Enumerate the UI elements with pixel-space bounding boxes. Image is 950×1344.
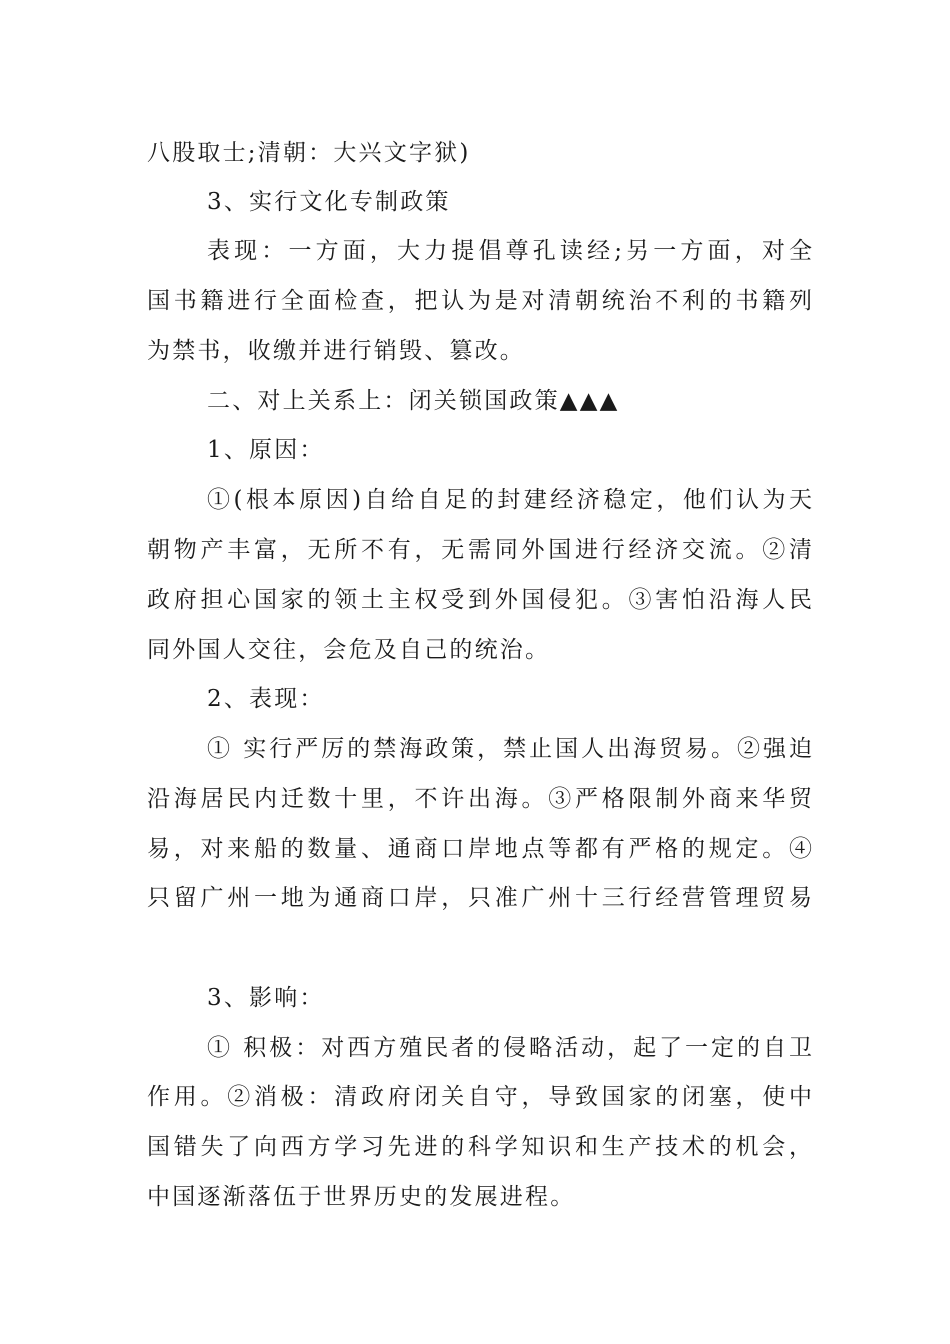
text-line: 沿海居民内迁数十里，不许出海。③严格限制外商来华贸	[147, 786, 812, 812]
section-heading: 二、对上关系上：闭关锁国政策▲▲▲	[207, 388, 620, 414]
section-heading: 1、原因：	[207, 437, 325, 463]
text-line: 表现：一方面，大力提倡尊孔读经;另一方面，对全	[207, 238, 812, 264]
text-line: 中国逐渐落伍于世界历史的发展进程。	[147, 1184, 576, 1210]
text-line: ①(根本原因)自给自足的封建经济稳定，他们认为天	[207, 487, 812, 513]
section-heading: 3、影响：	[207, 985, 325, 1011]
text-line: ① 实行严厉的禁海政策，禁止国人出海贸易。②强迫	[207, 736, 812, 762]
text-line: 只留广州一地为通商口岸，只准广州十三行经营管理贸易	[147, 885, 812, 911]
text-line: 为禁书，收缴并进行销毁、篡改。	[147, 338, 525, 364]
section-heading: 2、表现：	[207, 686, 325, 712]
text-line: ① 积极：对西方殖民者的侵略活动，起了一定的自卫	[207, 1035, 812, 1061]
text-line: 国书籍进行全面检查，把认为是对清朝统治不利的书籍列	[147, 288, 812, 314]
section-heading: 3、实行文化专制政策	[207, 189, 451, 215]
text-line: 国错失了向西方学习先进的科学知识和生产技术的机会，	[147, 1134, 812, 1160]
text-line: 朝物产丰富，无所不有，无需同外国进行经济交流。②清	[147, 537, 812, 563]
text-line: 八股取士;清朝：大兴文字狱)	[147, 140, 471, 166]
text-line: 作用。②消极：清政府闭关自守，导致国家的闭塞，使中	[147, 1084, 812, 1110]
text-line: 政府担心国家的领土主权受到外国侵犯。③害怕沿海人民	[147, 587, 812, 613]
text-line: 易，对来船的数量、通商口岸地点等都有严格的规定。④	[147, 836, 812, 862]
text-line: 同外国人交往，会危及自己的统治。	[147, 637, 551, 663]
